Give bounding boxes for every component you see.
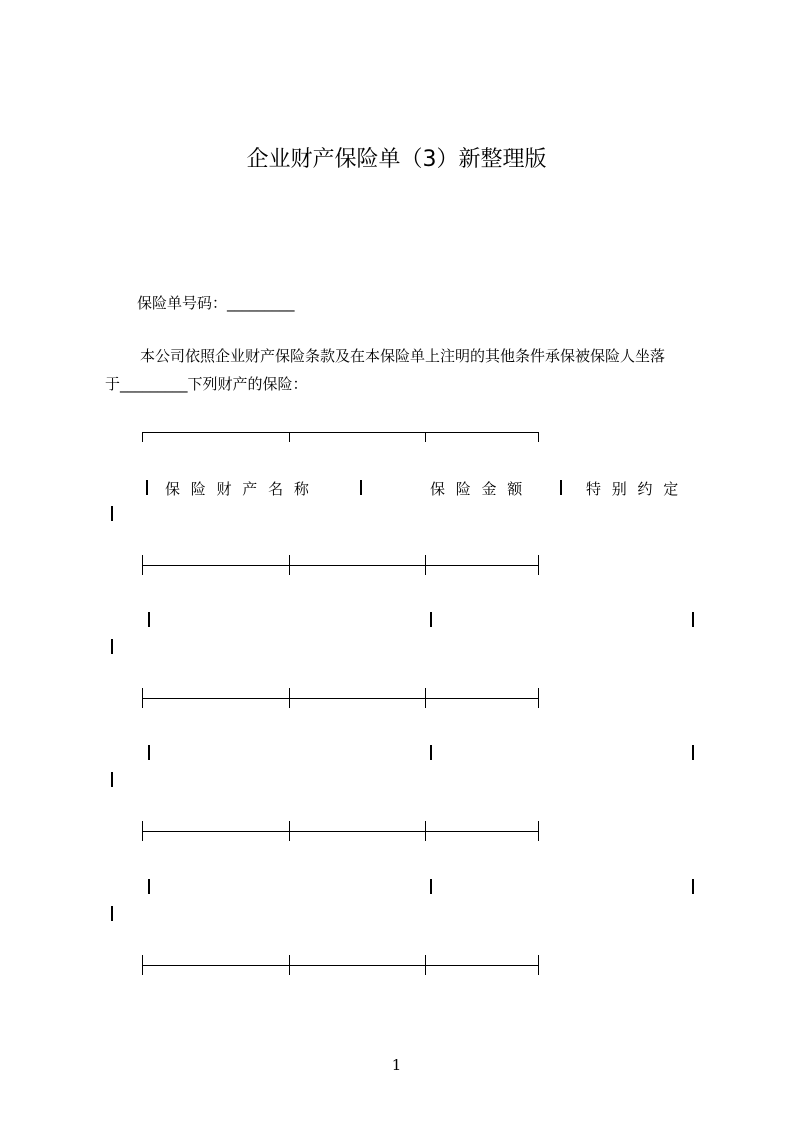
- header-special-terms: 特 别 约 定: [586, 480, 682, 498]
- intro-prefix: 于: [105, 375, 121, 393]
- header-property-name: 保 险 财 产 名 称: [165, 480, 312, 498]
- intro-paragraph-line-1: 本公司依照企业财产保险条款及在本保险单上注明的其他条件承保被保险人坐落: [140, 347, 666, 365]
- policy-number-blank: _________: [227, 294, 295, 312]
- document-title: 企业财产保险单（3）新整理版: [246, 147, 547, 172]
- header-insured-amount: 保 险 金 额: [430, 480, 526, 498]
- policy-number-line: [137, 292, 295, 313]
- location-blank: _________: [120, 375, 188, 393]
- policy-number-label: 保险单号码：: [137, 294, 228, 312]
- page-number: 1: [391, 1056, 402, 1074]
- intro-paragraph-line-2: [105, 373, 308, 394]
- intro-suffix: 下列财产的保险：: [187, 375, 308, 393]
